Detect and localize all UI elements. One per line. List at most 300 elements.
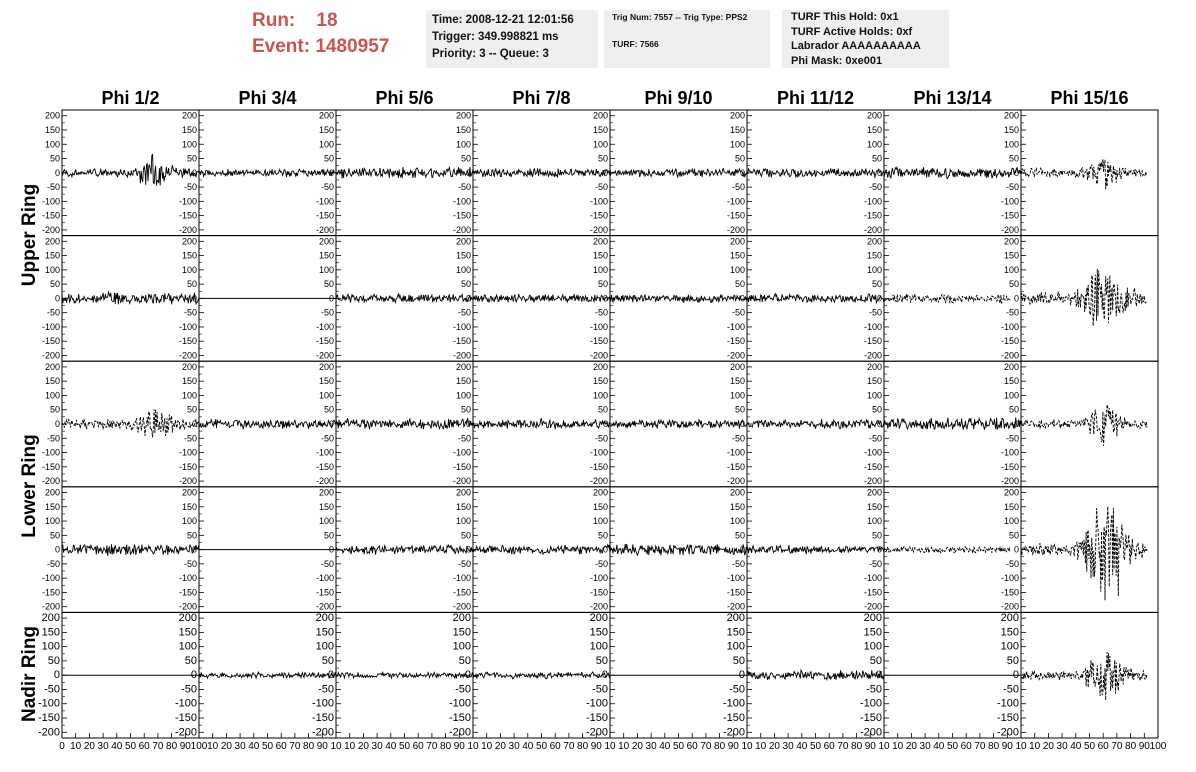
y-tick-label: -50: [320, 558, 334, 569]
y-tick-label: -150: [452, 587, 471, 598]
y-tick-label: 0: [1013, 167, 1019, 178]
y-tick-label: -100: [452, 196, 471, 207]
x-tick-label: 10: [481, 741, 493, 752]
y-tick-label: 200: [863, 612, 882, 625]
x-tick-label: 30: [508, 741, 520, 752]
y-tick-label: 0: [739, 544, 745, 555]
x-tick-label: 50: [535, 741, 548, 752]
y-tick-label: -200: [1000, 350, 1019, 361]
x-tick-label: 70: [563, 741, 575, 752]
panel: [453, 361, 610, 487]
y-tick-label: 50: [458, 654, 471, 667]
y-tick-label: -50: [320, 307, 334, 318]
event-label: Event:: [252, 36, 311, 57]
panel: [42, 236, 199, 362]
y-tick-label: -100: [726, 321, 745, 332]
y-tick-label: -200: [315, 476, 334, 487]
y-tick-label: 0: [1013, 293, 1019, 304]
y-tick-label: 150: [318, 124, 334, 135]
y-tick-label: -100: [41, 573, 60, 584]
waveform-trace: [336, 418, 473, 429]
panel: [997, 612, 1167, 752]
y-tick-label: -100: [178, 196, 197, 207]
y-tick-label: 50: [1008, 404, 1019, 415]
y-tick-label: 50: [734, 530, 745, 541]
y-tick-label: -150: [315, 587, 334, 598]
x-tick-label: 100: [1149, 741, 1167, 752]
y-tick-label: 50: [595, 654, 608, 667]
y-tick-label: 200: [315, 612, 334, 625]
y-tick-label: 200: [44, 487, 60, 498]
y-tick-label: 100: [318, 390, 334, 401]
panel: [727, 110, 884, 236]
y-tick-label: 0: [601, 669, 608, 682]
y-tick-label: -150: [311, 712, 334, 725]
y-tick-label: 150: [726, 626, 745, 639]
y-tick-label: -150: [722, 712, 745, 725]
y-tick-label: 150: [1003, 250, 1019, 261]
y-tick-label: 0: [876, 544, 882, 555]
panel: [316, 236, 473, 362]
y-tick-label: 150: [452, 626, 471, 639]
x-tick-label: 100: [190, 741, 208, 752]
waveform-trace: [1021, 159, 1147, 189]
x-tick-label: 10: [618, 741, 630, 752]
y-tick-label: 0: [739, 167, 745, 178]
y-tick-label: 100: [729, 139, 745, 150]
panel: [179, 361, 336, 487]
y-tick-label: 50: [1006, 654, 1019, 667]
y-tick-label: 50: [1008, 279, 1019, 290]
y-tick-label: 200: [1003, 487, 1019, 498]
y-tick-label: 50: [597, 279, 608, 290]
y-tick-label: 200: [44, 236, 60, 247]
y-tick-label: 100: [44, 264, 60, 275]
y-tick-label: 0: [54, 293, 60, 304]
x-tick-label: 50: [1083, 741, 1096, 752]
y-tick-label: 200: [318, 361, 334, 372]
panel-frame: [1021, 361, 1158, 487]
y-tick-label: -150: [315, 461, 334, 472]
y-tick-label: 200: [1003, 361, 1019, 372]
y-tick-label: -50: [455, 683, 471, 696]
y-tick-label: -50: [183, 433, 197, 444]
y-tick-label: 0: [465, 167, 471, 178]
y-tick-label: -200: [178, 350, 197, 361]
y-tick-label: 200: [455, 236, 471, 247]
y-tick-label: -100: [863, 447, 882, 458]
panel: [1001, 110, 1158, 236]
y-tick-label: -100: [585, 697, 608, 710]
y-tick-label: -50: [457, 433, 471, 444]
y-tick-label: -150: [452, 210, 471, 221]
y-tick-label: 0: [465, 293, 471, 304]
y-tick-label: -200: [452, 350, 471, 361]
x-tick-label: 60: [1097, 741, 1109, 752]
y-tick-label: 0: [328, 419, 334, 429]
y-tick-label: 150: [592, 501, 608, 512]
y-tick-label: -150: [178, 336, 197, 347]
panel: [590, 361, 747, 487]
y-tick-label: 100: [726, 640, 745, 653]
y-tick-label: -100: [589, 196, 608, 207]
y-tick-label: -150: [1000, 210, 1019, 221]
x-tick-label: 90: [590, 741, 602, 752]
y-tick-label: 200: [318, 236, 334, 247]
y-tick-label: 150: [315, 626, 334, 639]
panel: [727, 361, 884, 487]
x-tick-label: 10: [1029, 741, 1041, 752]
y-tick-label: 150: [181, 501, 197, 512]
x-tick-label: 20: [220, 741, 232, 752]
y-tick-label: -200: [41, 350, 60, 361]
y-tick-label: -200: [589, 601, 608, 612]
y-tick-label: -200: [1000, 224, 1019, 235]
y-tick-label: 150: [181, 250, 197, 261]
y-tick-label: -200: [726, 224, 745, 235]
y-tick-label: -100: [311, 697, 334, 710]
y-tick-label: 0: [327, 669, 334, 682]
y-tick-label: -200: [37, 726, 60, 739]
x-tick-label: 10: [878, 741, 890, 752]
y-tick-label: 50: [734, 404, 745, 415]
y-tick-label: 100: [866, 264, 882, 275]
y-tick-label: -200: [315, 601, 334, 612]
waveform-trace: [1021, 269, 1147, 326]
x-tick-label: 40: [796, 741, 808, 752]
x-tick-label: 20: [768, 741, 780, 752]
y-tick-label: 150: [455, 124, 471, 135]
x-tick-label: 10: [70, 741, 82, 752]
y-tick-label: -200: [448, 726, 471, 739]
waveform-trace: [336, 672, 473, 678]
y-tick-label: -50: [594, 558, 608, 569]
y-tick-label: -50: [1005, 558, 1019, 569]
y-tick-label: 50: [460, 279, 471, 290]
y-tick-label: 50: [186, 530, 197, 541]
y-tick-label: 100: [181, 139, 197, 150]
panel: [590, 236, 747, 362]
y-tick-label: 0: [190, 669, 197, 682]
ring-label: Lower Ring: [19, 434, 40, 538]
x-tick-label: 10: [330, 741, 342, 752]
y-tick-label: 100: [592, 139, 608, 150]
y-tick-label: 200: [318, 487, 334, 498]
panel: [316, 487, 473, 613]
y-tick-label: -50: [594, 433, 608, 444]
y-tick-label: 50: [323, 153, 334, 164]
y-tick-label: 150: [866, 124, 882, 135]
y-tick-label: 0: [876, 293, 882, 304]
y-tick-label: 0: [328, 293, 334, 304]
y-tick-label: 200: [44, 110, 60, 121]
y-tick-label: -50: [44, 683, 60, 696]
x-tick-label: 80: [851, 741, 863, 752]
y-tick-label: -50: [46, 182, 60, 193]
y-tick-label: -150: [41, 587, 60, 598]
x-tick-label: 30: [371, 741, 383, 752]
column-title: Phi 7/8: [512, 88, 571, 108]
y-tick-label: 50: [597, 404, 608, 415]
column-title: Phi 13/14: [913, 88, 992, 108]
panel: [316, 361, 473, 487]
waveform-trace: [884, 167, 1021, 178]
y-tick-label: -50: [46, 307, 60, 318]
x-tick-label: 60: [412, 741, 424, 752]
y-tick-label: -50: [729, 683, 745, 696]
y-tick-label: -200: [863, 476, 882, 487]
y-tick-label: 50: [734, 153, 745, 164]
y-tick-label: 150: [729, 250, 745, 261]
y-tick-label: -200: [589, 476, 608, 487]
y-tick-label: 150: [44, 124, 60, 135]
y-tick-label: 50: [732, 654, 745, 667]
y-tick-label: 100: [592, 390, 608, 401]
y-tick-label: -50: [731, 307, 745, 318]
waveform-trace: [747, 419, 884, 429]
y-tick-label: 100: [455, 390, 471, 401]
x-tick-label: 50: [672, 741, 685, 752]
waveform-trace: [336, 294, 473, 303]
y-tick-label: -50: [183, 182, 197, 193]
y-tick-label: -100: [41, 447, 60, 458]
y-tick-label: -150: [859, 712, 882, 725]
y-tick-label: -200: [174, 726, 197, 739]
x-tick-label: 80: [1125, 741, 1137, 752]
x-tick-label: 60: [549, 741, 561, 752]
y-tick-label: -200: [178, 476, 197, 487]
y-tick-label: 100: [318, 264, 334, 275]
column-title: Phi 3/4: [238, 88, 297, 108]
y-tick-label: -100: [37, 697, 60, 710]
y-tick-label: -100: [448, 697, 471, 710]
y-tick-label: -150: [726, 587, 745, 598]
y-tick-label: -150: [1000, 336, 1019, 347]
y-tick-label: 150: [455, 501, 471, 512]
y-tick-label: 100: [1003, 516, 1019, 527]
y-tick-label: -100: [174, 697, 197, 710]
waveform-trace: [473, 419, 610, 429]
x-tick-label: 70: [289, 741, 301, 752]
y-tick-label: -100: [178, 447, 197, 458]
y-tick-label: -100: [1000, 447, 1019, 458]
waveform-trace: [199, 419, 336, 429]
y-tick-label: 200: [455, 487, 471, 498]
y-tick-label: 0: [191, 419, 197, 429]
y-tick-label: 150: [1003, 124, 1019, 135]
y-tick-label: 150: [44, 376, 60, 387]
y-tick-label: 150: [41, 626, 60, 639]
y-tick-label: 150: [44, 501, 60, 512]
y-tick-label: -150: [726, 336, 745, 347]
y-tick-label: -100: [589, 447, 608, 458]
x-tick-label: 20: [1042, 741, 1054, 752]
x-tick-label: 20: [357, 741, 369, 752]
y-tick-label: -150: [863, 210, 882, 221]
waveform-trace: [62, 292, 199, 304]
y-tick-label: -100: [315, 196, 334, 207]
y-tick-label: -150: [1000, 587, 1019, 598]
y-tick-label: -150: [315, 336, 334, 347]
y-tick-label: -50: [457, 182, 471, 193]
y-tick-label: -200: [863, 601, 882, 612]
y-tick-label: 200: [866, 110, 882, 121]
y-tick-label: 100: [592, 264, 608, 275]
y-tick-label: 200: [1003, 110, 1019, 121]
panel: [864, 236, 1021, 362]
y-tick-label: 50: [323, 404, 334, 415]
y-tick-label: 200: [452, 612, 471, 625]
y-tick-label: -50: [731, 558, 745, 569]
y-tick-label: -150: [589, 461, 608, 472]
y-tick-label: 100: [452, 640, 471, 653]
y-tick-label: 50: [47, 654, 60, 667]
waveform-trace: [884, 418, 1021, 430]
x-tick-label: 40: [933, 741, 945, 752]
x-tick-label: 10: [755, 741, 767, 752]
x-tick-label: 50: [398, 741, 411, 752]
y-tick-label: -200: [726, 350, 745, 361]
y-tick-label: -150: [589, 210, 608, 221]
y-tick-label: -50: [594, 182, 608, 193]
priority-text: Priority: 3 -- Queue: 3: [432, 48, 549, 60]
y-tick-label: 0: [465, 544, 471, 555]
x-tick-label: 40: [659, 741, 671, 752]
x-tick-label: 60: [686, 741, 698, 752]
y-tick-label: 200: [181, 487, 197, 498]
y-tick-label: -100: [863, 196, 882, 207]
y-tick-label: 50: [321, 654, 334, 667]
waveform-trace: [747, 545, 884, 554]
y-tick-label: 50: [49, 404, 60, 415]
waveform-trace: [336, 167, 473, 178]
x-tick-label: 30: [234, 741, 246, 752]
x-tick-label: 90: [316, 741, 328, 752]
y-tick-label: -100: [452, 447, 471, 458]
y-tick-label: 0: [191, 544, 197, 555]
y-tick-label: -50: [868, 433, 882, 444]
y-tick-label: -50: [46, 558, 60, 569]
y-tick-label: -100: [452, 573, 471, 584]
y-tick-label: 100: [44, 139, 60, 150]
y-tick-label: -50: [868, 558, 882, 569]
y-tick-label: 50: [871, 153, 882, 164]
y-tick-label: 0: [876, 419, 882, 429]
y-tick-label: -100: [315, 447, 334, 458]
column-title: Phi 11/12: [776, 88, 855, 108]
x-tick-label: 70: [1111, 741, 1123, 752]
y-tick-label: 150: [592, 250, 608, 261]
y-tick-label: 100: [866, 139, 882, 150]
y-tick-label: 50: [49, 279, 60, 290]
waveform-trace: [62, 409, 199, 438]
y-tick-label: 100: [1003, 264, 1019, 275]
x-tick-label: 0: [59, 741, 65, 752]
y-tick-label: -100: [589, 573, 608, 584]
waveform-trace: [1021, 652, 1147, 700]
y-tick-label: 50: [1008, 153, 1019, 164]
y-tick-label: 200: [178, 612, 197, 625]
y-tick-label: 200: [866, 487, 882, 498]
x-tick-label: 40: [111, 741, 123, 752]
y-tick-label: -150: [585, 712, 608, 725]
y-tick-label: -50: [868, 307, 882, 318]
y-tick-label: 0: [54, 167, 60, 178]
y-tick-label: 100: [44, 390, 60, 401]
y-tick-label: -50: [866, 683, 882, 696]
x-tick-label: 80: [440, 741, 452, 752]
y-tick-label: -50: [1005, 307, 1019, 318]
labrador-text: Labrador AAAAAAAAAA: [791, 40, 921, 52]
y-tick-label: 100: [178, 640, 197, 653]
y-tick-label: 0: [875, 669, 882, 682]
panel: [864, 487, 1021, 613]
y-tick-label: 150: [866, 250, 882, 261]
panel: [453, 110, 610, 236]
y-tick-label: -150: [178, 461, 197, 472]
y-tick-label: 200: [729, 361, 745, 372]
x-tick-label: 10: [467, 741, 479, 752]
y-tick-label: -100: [178, 321, 197, 332]
y-tick-label: 100: [455, 264, 471, 275]
y-tick-label: 0: [54, 544, 60, 555]
y-tick-label: 100: [318, 139, 334, 150]
y-tick-label: 150: [729, 124, 745, 135]
x-tick-label: 40: [385, 741, 397, 752]
y-tick-label: -100: [1000, 573, 1019, 584]
y-tick-label: -200: [726, 601, 745, 612]
waveform-trace: [199, 672, 336, 678]
panel: [590, 110, 747, 236]
x-tick-label: 60: [138, 741, 150, 752]
x-tick-label: 80: [714, 741, 726, 752]
y-tick-label: -100: [1000, 321, 1019, 332]
panel: [727, 236, 884, 362]
y-tick-label: -150: [452, 461, 471, 472]
y-tick-label: 200: [729, 110, 745, 121]
y-tick-label: 100: [1003, 139, 1019, 150]
y-tick-label: -50: [592, 683, 608, 696]
waveform-trace: [747, 168, 884, 177]
y-tick-label: 50: [597, 153, 608, 164]
y-tick-label: -150: [41, 461, 60, 472]
y-tick-label: 50: [186, 404, 197, 415]
x-tick-label: 90: [1001, 741, 1013, 752]
y-tick-label: -50: [594, 307, 608, 318]
x-tick-label: 10: [892, 741, 904, 752]
x-tick-label: 50: [946, 741, 959, 752]
y-tick-label: 200: [866, 236, 882, 247]
panel: [1001, 361, 1158, 487]
y-tick-label: 150: [592, 124, 608, 135]
y-tick-label: -150: [37, 712, 60, 725]
y-tick-label: 0: [738, 669, 745, 682]
panel: [316, 110, 473, 236]
y-tick-label: -150: [589, 336, 608, 347]
x-tick-label: 70: [700, 741, 712, 752]
y-tick-label: -100: [726, 573, 745, 584]
y-tick-label: 200: [1000, 612, 1019, 625]
y-tick-label: -200: [41, 476, 60, 487]
y-tick-label: 200: [455, 110, 471, 121]
waveform-trace: [473, 168, 610, 177]
y-tick-label: -100: [863, 573, 882, 584]
y-tick-label: -150: [589, 587, 608, 598]
y-tick-label: 150: [1000, 626, 1019, 639]
y-tick-label: -50: [183, 558, 197, 569]
y-tick-label: 0: [1013, 544, 1019, 555]
y-tick-label: 150: [318, 250, 334, 261]
